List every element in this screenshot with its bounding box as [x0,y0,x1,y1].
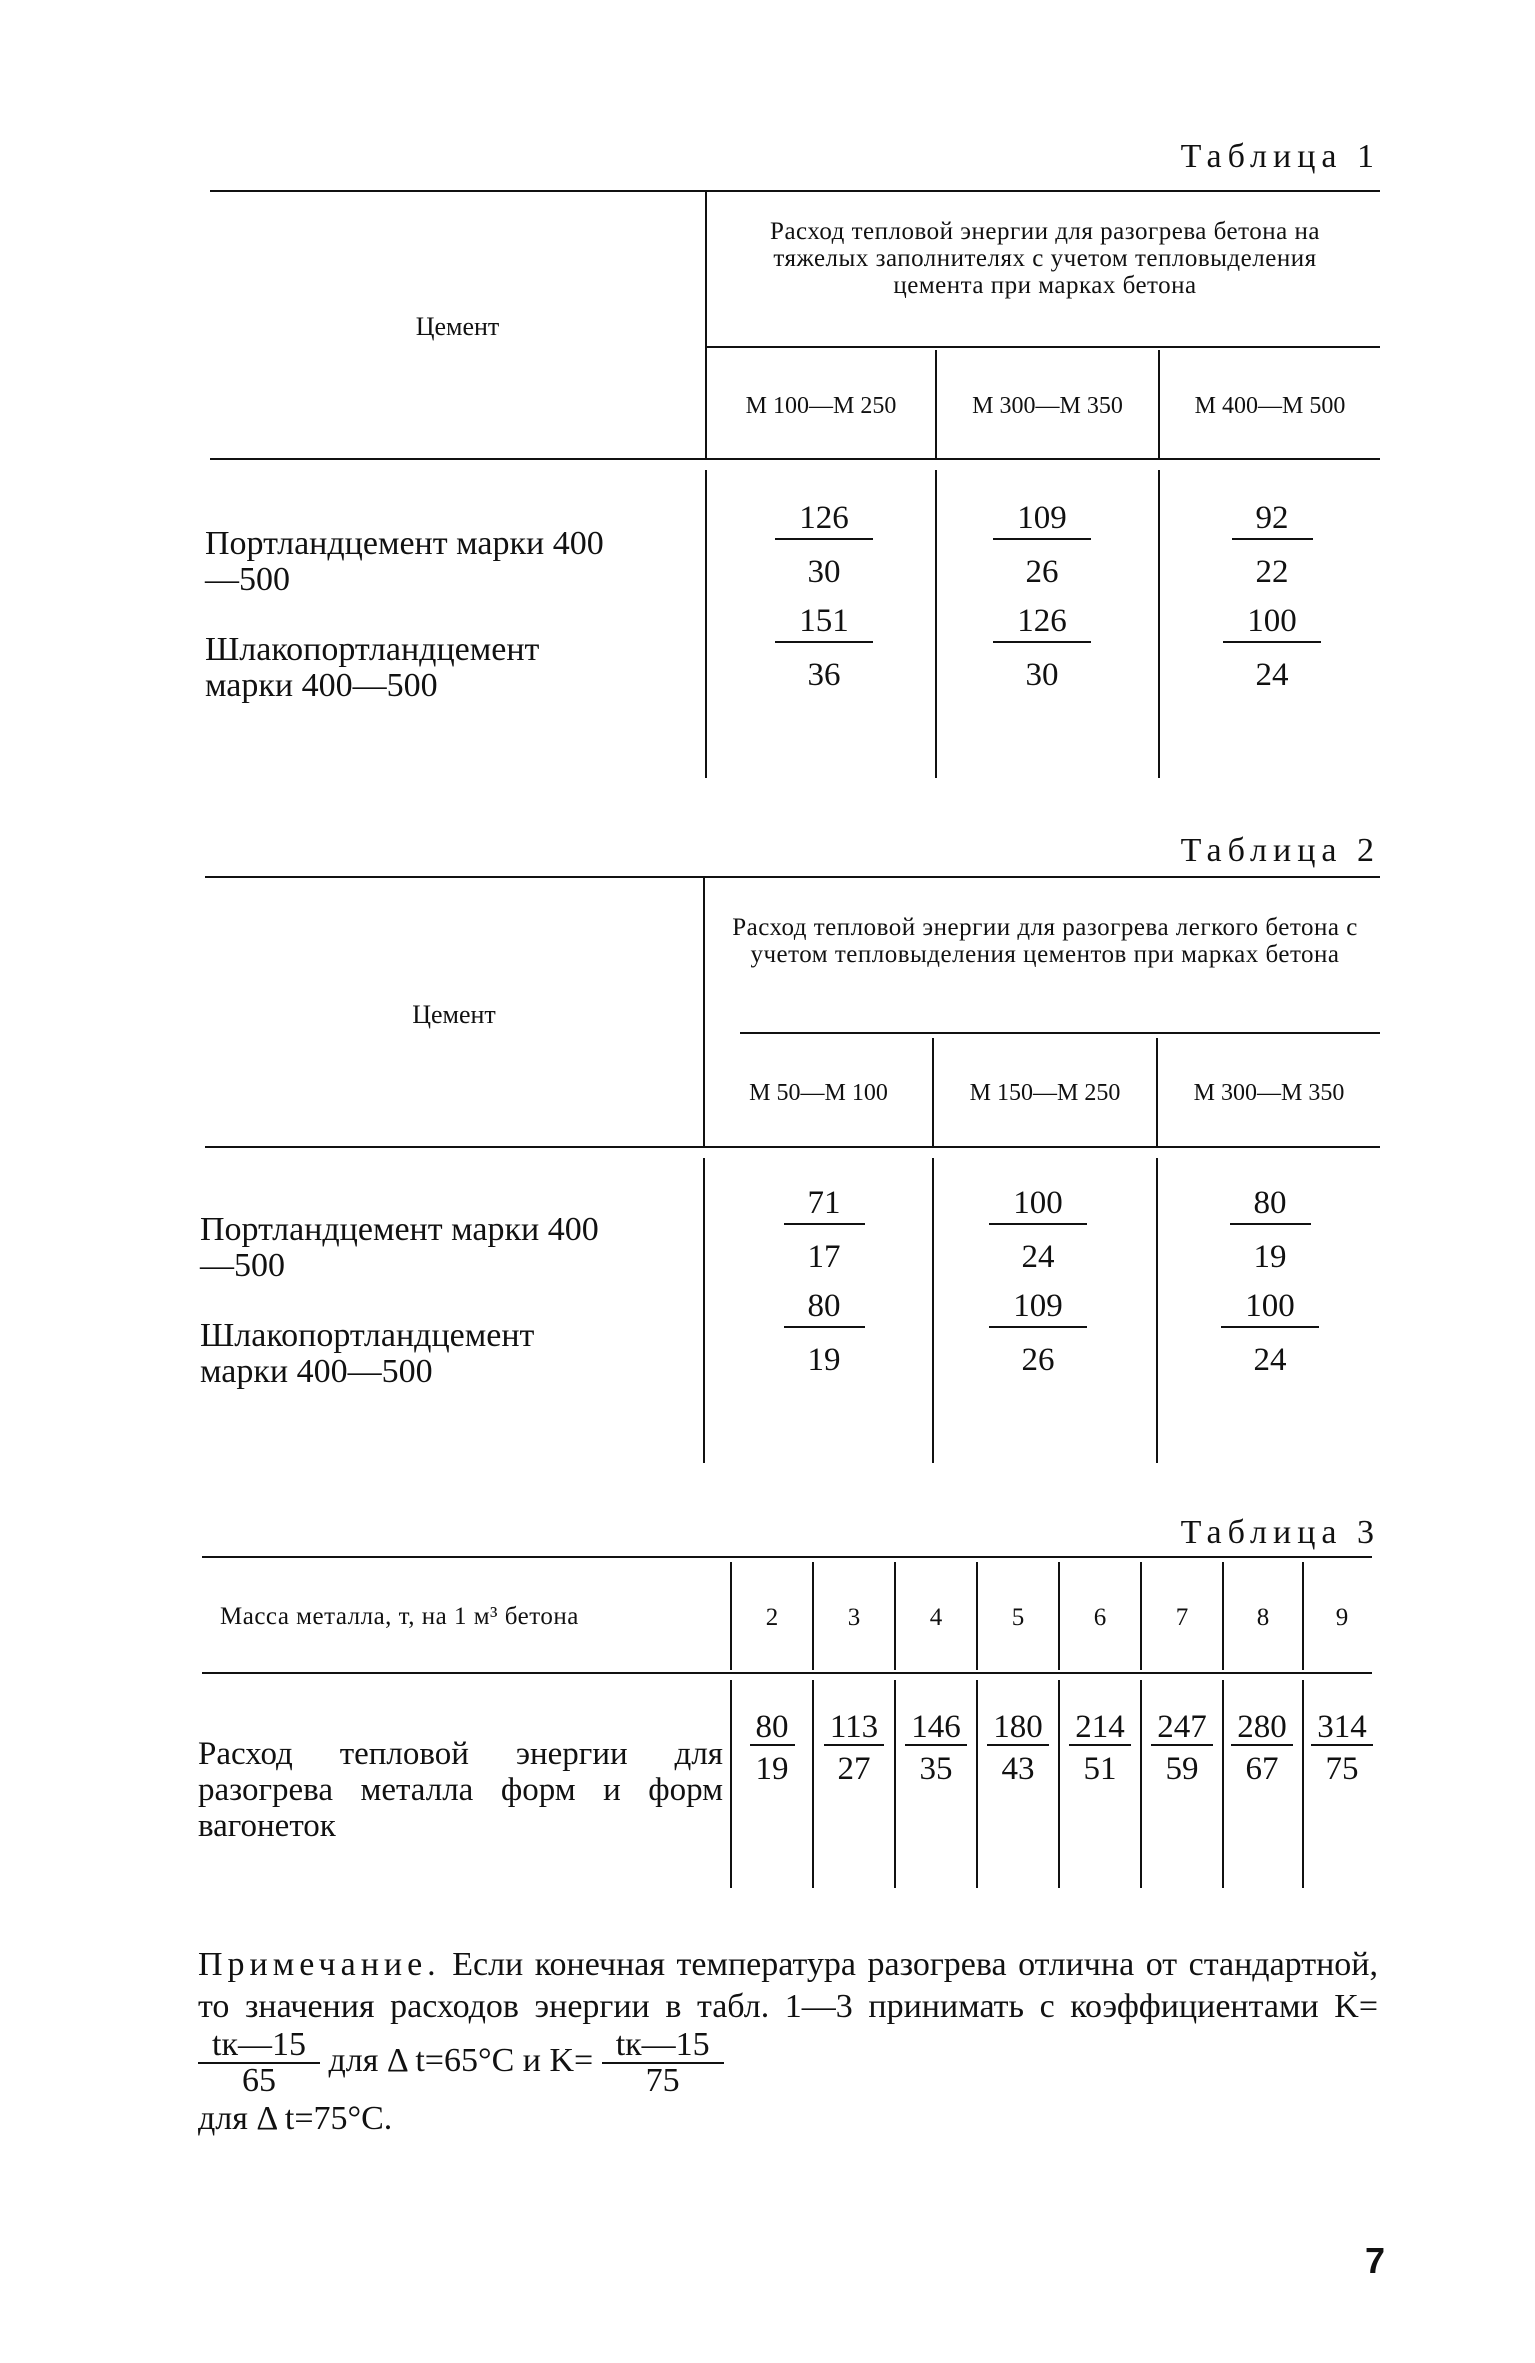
note-formula-1 [198,2028,320,2098]
note-mid: для Δ t=65°C и [328,2041,550,2079]
table2-group-rule [740,1032,1380,1034]
table2-cell [760,1288,888,1378]
table2-cell-den: 26 [1021,1342,1055,1378]
page-number: 7 [1364,2240,1385,2281]
table2-cell-num: 71 [784,1185,865,1225]
table3-cell-den: 19 [755,1751,789,1787]
table3-mass-value: 6 [1093,1604,1107,1631]
note-end: для Δ t=75°C. [198,2100,393,2137]
table1-top-rule [210,190,1380,192]
table2-cell-num: 100 [1221,1288,1319,1328]
table2-cell-den: 24 [1021,1239,1055,1275]
table3-mass-value: 2 [765,1604,779,1631]
table2-grade-2: М 150—М 250 [969,1080,1121,1106]
table3-cell-num: 146 [905,1710,967,1746]
table3-mass-value: 7 [1175,1604,1189,1631]
note-text: Если конечная температура разогрева отлична от стандартной, то значения расходов энергии в табл. 1—3 принимать с коэффициентами [198,1946,1378,2025]
table1-grade-3: М 400—М 500 [1194,393,1346,419]
table1-cell [978,603,1106,693]
table3-cell-den: 27 [837,1751,871,1787]
table1-grade-2: М 300—М 350 [972,393,1123,419]
table1-cell-den: 30 [807,554,841,590]
table3-cell [1062,1710,1138,1786]
table1-cell [760,500,888,590]
table3-cell-den: 67 [1245,1751,1279,1787]
table2-cell-num: 80 [1230,1185,1311,1225]
table1-cell-den: 22 [1255,554,1289,590]
table1-cell-num: 151 [775,603,873,643]
table3-cell-num: 214 [1069,1710,1131,1746]
table3-mass-value: 4 [929,1604,943,1631]
table3-body-divider [894,1680,896,1888]
table2-cell [974,1288,1102,1378]
table1-cell [1208,500,1336,590]
table2-grade-1: М 50—М 100 [749,1080,888,1106]
table1-group-header: Расход тепловой энергии для разогрева бетона на тяжелых заполнителях с учетом тепловыделения цемента при марках бетона [770,218,1320,299]
table3-cell-den: 75 [1325,1751,1359,1787]
table2-cell-den: 24 [1253,1342,1287,1378]
table3-cell-num: 113 [824,1710,884,1746]
table1-cell-num: 109 [993,500,1091,540]
table2-body-divider-2 [1156,1158,1158,1463]
note-formula-1-num: tк—15 [198,2028,320,2064]
table1-header-bottom-rule [210,458,1380,460]
table1-cell-num: 100 [1223,603,1321,643]
table1-cell-num: 126 [993,603,1091,643]
table2-cement-header: Цемент [412,1000,496,1029]
table3-cell-den: 51 [1083,1751,1117,1787]
note-k: K= [1334,1988,1378,2025]
note-formula-2-num: tк—15 [602,2028,724,2064]
table1-cell-den: 30 [1025,657,1059,693]
note-paragraph [198,1944,1378,2140]
table2-header-bottom-rule [205,1146,1380,1148]
table1-body-divider-1 [935,470,937,778]
table3-cell [1224,1710,1300,1786]
note-k2: K= [549,2041,594,2079]
note-formula-1-den: 65 [241,2062,276,2099]
table3-cell [734,1710,810,1786]
table1-row-label-1: Портландцемент марки 400—500 [205,525,604,598]
table1-cell [978,500,1106,590]
table3-cell-den: 59 [1165,1751,1199,1787]
table3-body-divider [1058,1680,1060,1888]
table3-caption: Таблица 3 [1180,1514,1380,1551]
table3-cell-den: 35 [919,1751,953,1787]
table2-body-divider-0 [703,1158,705,1463]
table1-cell-den: 36 [807,657,841,693]
note-heading: Примечание. [198,1946,441,1983]
table1-cell-num: 126 [775,500,873,540]
table3-mass-value: 9 [1335,1604,1349,1631]
table1-cell-den: 24 [1255,657,1289,693]
table3-cell-num: 80 [750,1710,795,1746]
table2-cell [760,1185,888,1275]
table3-body-divider [1140,1680,1142,1888]
table3-body-divider [976,1680,978,1888]
table3-mass-value: 3 [847,1604,861,1631]
table2-cell [974,1185,1102,1275]
table3-body-divider [730,1680,732,1888]
table2-group-header: Расход тепловой энергии для разогрева легкого бетона с учетом тепловыделения цементов при марках бетона [732,914,1358,968]
table1-cell [760,603,888,693]
table1-cell [1208,603,1336,693]
table3-body-divider [812,1680,814,1888]
table1-caption: Таблица 1 [1180,138,1380,175]
note-formula-2 [602,2028,724,2098]
table1-row-label-2: Шлакопортландцемент марки 400—500 [205,631,540,704]
table2-row-label-2: Шлакопортландцемент марки 400—500 [200,1317,535,1390]
table2-row-label-1: Портландцемент марки 400—500 [200,1211,599,1284]
table3-cell-num: 180 [987,1710,1049,1746]
table1-cell-num: 92 [1232,500,1313,540]
table2-cell-num: 109 [989,1288,1087,1328]
note-formula-2-den: 75 [645,2062,680,2099]
table2-grade-3: М 300—М 350 [1193,1080,1345,1106]
table3-cell [1304,1710,1380,1786]
table3-top-rule [202,1556,1372,1558]
table3-cell [980,1710,1056,1786]
table3-mass-label: Масса металла, т, на 1 м³ бетона [220,1603,579,1630]
table1-grade-1: М 100—М 250 [745,393,897,419]
table2-body-divider-1 [932,1158,934,1463]
table3-cell-num: 314 [1311,1710,1373,1746]
table3-cell-num: 247 [1151,1710,1213,1746]
table2-cell-den: 19 [1253,1239,1287,1275]
table3-cell-den: 43 [1001,1751,1035,1787]
table1-body-divider-2 [1158,470,1160,778]
table1-body-divider-0 [705,470,707,778]
table1-group-rule [705,346,1380,348]
table2-cell-num: 100 [989,1185,1087,1225]
table2-top-rule [205,876,1380,878]
table2-caption: Таблица 2 [1180,832,1380,869]
table3-cell [816,1710,892,1786]
table1-cement-header: Цемент [415,312,500,341]
table2-cell-den: 17 [807,1239,841,1275]
table3-cell [898,1710,974,1786]
table1-cell-den: 26 [1025,554,1059,590]
table3-header-bottom-rule [202,1672,1372,1674]
table2-cell [1206,1288,1334,1378]
table3-mass-value: 5 [1011,1604,1025,1631]
table3-cell-num: 280 [1231,1710,1293,1746]
table3-cell [1144,1710,1220,1786]
table3-mass-value: 8 [1256,1604,1270,1631]
table2-cell-den: 19 [807,1342,841,1378]
table2-cell [1206,1185,1334,1275]
table3-row-label: Расход тепловой энергии для разогрева металла форм и форм вагонеток [198,1736,723,1844]
table2-cell-num: 80 [784,1288,865,1328]
